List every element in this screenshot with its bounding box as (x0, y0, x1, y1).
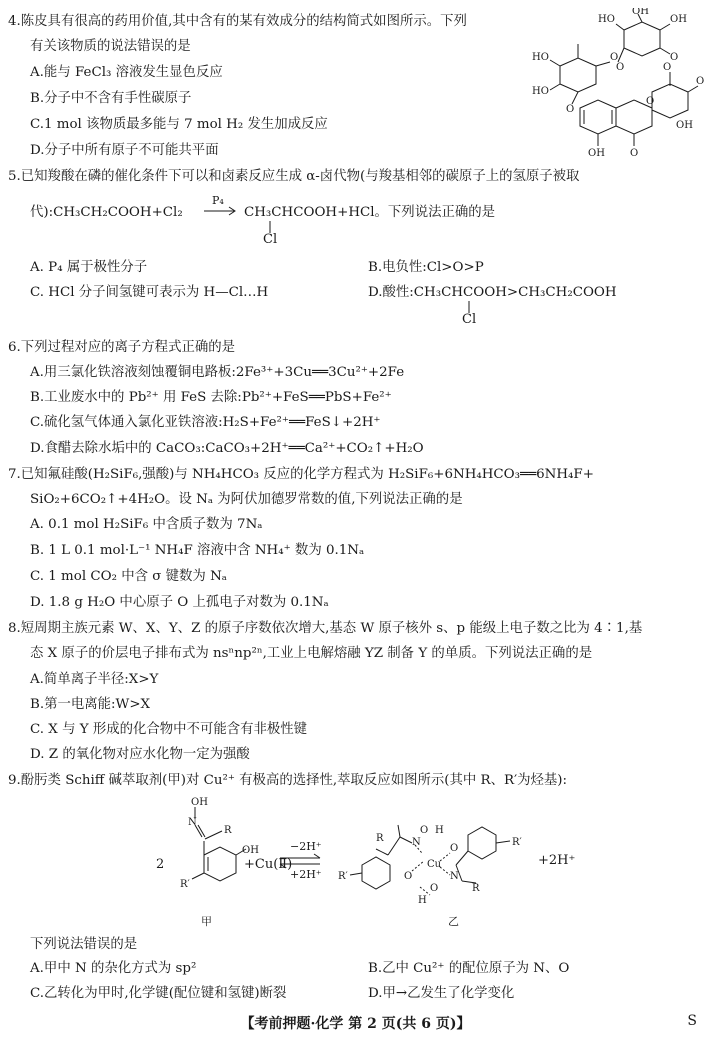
q6-stem: 6.下列过程对应的离子方程式正确的是 (8, 340, 236, 355)
q9-structure-label: N (412, 837, 421, 848)
q9-structure-label: O (420, 825, 429, 836)
q4-option-a: A.能与 FeCl₃ 溶液发生显色反应 (30, 65, 223, 80)
page-footer-letter: S (687, 1013, 697, 1029)
q9-structure-label: R (224, 825, 232, 836)
q9-structure-label: H (418, 895, 427, 906)
q4-structure-label: O (670, 52, 679, 63)
q9-structure-label: R′ (338, 871, 348, 882)
q8-option-d: D. Z 的氧化物对应水化物一定为强酸 (30, 747, 250, 762)
q5-d-cl-label: Cl (462, 312, 477, 327)
q4-structure-label: HO (598, 14, 615, 25)
q4-structure-label: O (646, 96, 655, 107)
q6-option-c: C.硫化氢气体通入氯化亚铁溶液:H₂S+Fe²⁺══FeS↓+2H⁺ (30, 415, 381, 430)
q9-coefficient: 2 (156, 857, 165, 872)
q9-structure-label: R (376, 833, 384, 844)
q9-structure-label: O (404, 871, 413, 882)
q5-option-c: C. HCl 分子间氢键可表示为 H—Cl…H (30, 285, 269, 300)
q5-catalyst-label: P₄ (212, 194, 224, 207)
q4-option-b: B.分子中不含有手性碳原子 (30, 91, 192, 106)
q4-structure-label: O (663, 62, 672, 73)
q9-structure-label: OH (242, 845, 259, 856)
q9-arrow-reverse-label: +2H⁺ (290, 868, 322, 881)
q9-arrow-forward-label: −2H⁺ (290, 840, 322, 853)
q8-option-c: C. X 与 Y 形成的化合物中不可能含有非极性键 (30, 722, 308, 737)
q4-structure-label: HO (532, 52, 549, 63)
q9-structure-label: R (472, 883, 480, 894)
q8-stem-line1: 8.短周期主族元素 W、X、Y、Z 的原子序数依次增大,基态 W 原子核外 s、p 能级上电子数之比为 4∶1,基 (8, 621, 643, 636)
q5-option-a: A. P₄ 属于极性分子 (30, 260, 148, 275)
q4-structure-label: O (616, 62, 625, 73)
q9-plus-cu: +Cu(Ⅱ) (244, 857, 293, 872)
q9-structure-label: N (188, 817, 197, 828)
q4-stem-line2: 有关该物质的说法错误的是 (30, 39, 191, 54)
q7-option-a: A. 0.1 mol H₂SiF₆ 中含质子数为 7Nₐ (30, 517, 263, 532)
q6-option-b: B.工业废水中的 Pb²⁺ 用 FeS 去除:Pb²⁺+FeS══PbS+Fe²⁺ (30, 390, 392, 405)
q4-stem-line1: 4.陈皮具有很高的药用价值,其中含有的某有效成分的结构简式如图所示。下列 (8, 14, 467, 29)
q7-option-b: B. 1 L 0.1 mol·L⁻¹ NH₄F 溶液中含 NH₄⁺ 数为 0.1Nₐ (30, 543, 365, 558)
q5-option-b: B.电负性:Cl>O>P (368, 260, 484, 275)
q4-structure-label: OH (676, 120, 693, 131)
q5-stem-line2-products: CH₃CHCOOH+HCl。下列说法正确的是 (244, 205, 496, 220)
q9-option-d: D.甲→乙发生了化学变化 (368, 986, 515, 1001)
q9-structure-label: H (435, 825, 444, 836)
q4-structure-label: O (566, 104, 575, 115)
q9-structure-label: R′ (512, 837, 522, 848)
q5-stem-line2-reactants: 代):CH₃CH₂COOH+Cl₂ (30, 205, 183, 220)
q4-option-c: C.1 mol 该物质最多能与 7 mol H₂ 发生加成反应 (30, 117, 328, 132)
q7-option-c: C. 1 mol CO₂ 中含 σ 键数为 Nₐ (30, 569, 227, 584)
q4-structure-label: O (696, 76, 705, 87)
q4-structure-label: HO (532, 86, 549, 97)
q9-sub-stem: 下列说法错误的是 (30, 937, 138, 952)
q9-structure-label: O (430, 883, 439, 894)
q5-cl-label: Cl (263, 232, 278, 247)
q8-stem-line2: 态 X 原子的价层电子排布式为 nsⁿnp²ⁿ,工业上电解熔融 YZ 制备 Y 的单质。下列说法正确的是 (30, 646, 593, 661)
q4-option-d: D.分子中所有原子不可能共平面 (30, 143, 219, 158)
q4-structure-label: OH (670, 14, 687, 25)
q4-structure-label: O (630, 148, 639, 158)
q6-option-d: D.食醋去除水垢中的 CaCO₃:CaCO₃+2H⁺══Ca²⁺+CO₂↑+H₂O (30, 441, 424, 456)
q9-plus-h: +2H⁺ (538, 853, 576, 868)
q9-structure-label: N (450, 871, 459, 882)
q5-option-d: D.酸性:CH₃CHCOOH>CH₃CH₂COOH (368, 285, 617, 300)
q9-label-jia: 甲 (201, 915, 212, 928)
q7-stem-line2: SiO₂+6CO₂↑+4H₂O。设 Nₐ 为阿伏加德罗常数的值,下列说法正确的是 (30, 492, 463, 507)
q6-option-a: A.用三氯化铁溶液刻蚀覆铜电路板:2Fe³⁺+3Cu══3Cu²⁺+2Fe (30, 365, 405, 380)
q5-stem-line1: 5.已知羧酸在磷的催化条件下可以和卤素反应生成 α-卤代物(与羧基相邻的碳原子上的氢原子被取 (8, 169, 580, 184)
q9-stem: 9.酚肟类 Schiff 碱萃取剂(甲)对 Cu²⁺ 有极高的选择性,萃取反应如图所示(其中 R、R′为烃基): (8, 773, 568, 788)
q9-label-yi: 乙 (448, 915, 459, 928)
q8-option-a: A.简单离子半径:X>Y (30, 672, 159, 687)
q4-structure-label: OH (588, 148, 605, 158)
q5-reaction-arrow (202, 205, 238, 217)
q4-structure-diagram (520, 8, 710, 158)
q7-stem-line1: 7.已知氟硅酸(H₂SiF₆,强酸)与 NH₄HCO₃ 反应的化学方程式为 H₂SiF₆+6NH₄HCO₃══6NH₄F+ (8, 467, 594, 482)
page-footer: 【考前押题·化学 第 2 页(共 6 页)】 (240, 1016, 471, 1032)
q8-option-b: B.第一电离能:W>X (30, 697, 151, 712)
q9-option-c: C.乙转化为甲时,化学键(配位键和氢键)断裂 (30, 986, 287, 1001)
q9-option-a: A.甲中 N 的杂化方式为 sp² (30, 961, 197, 976)
q9-structure-label: R′ (180, 879, 190, 890)
q4-structure-label: OH (632, 8, 649, 17)
q9-structure-label: Cu (427, 859, 442, 870)
q4-structure-label: O (610, 52, 619, 63)
q7-option-d: D. 1.8 g H₂O 中心原子 O 上孤电子对数为 0.1Nₐ (30, 595, 329, 610)
q9-structure-label: O (450, 843, 459, 854)
q9-structure-label: OH (191, 797, 208, 808)
q9-option-b: B.乙中 Cu²⁺ 的配位原子为 N、O (368, 961, 570, 976)
q9-reaction-diagram (150, 795, 600, 925)
